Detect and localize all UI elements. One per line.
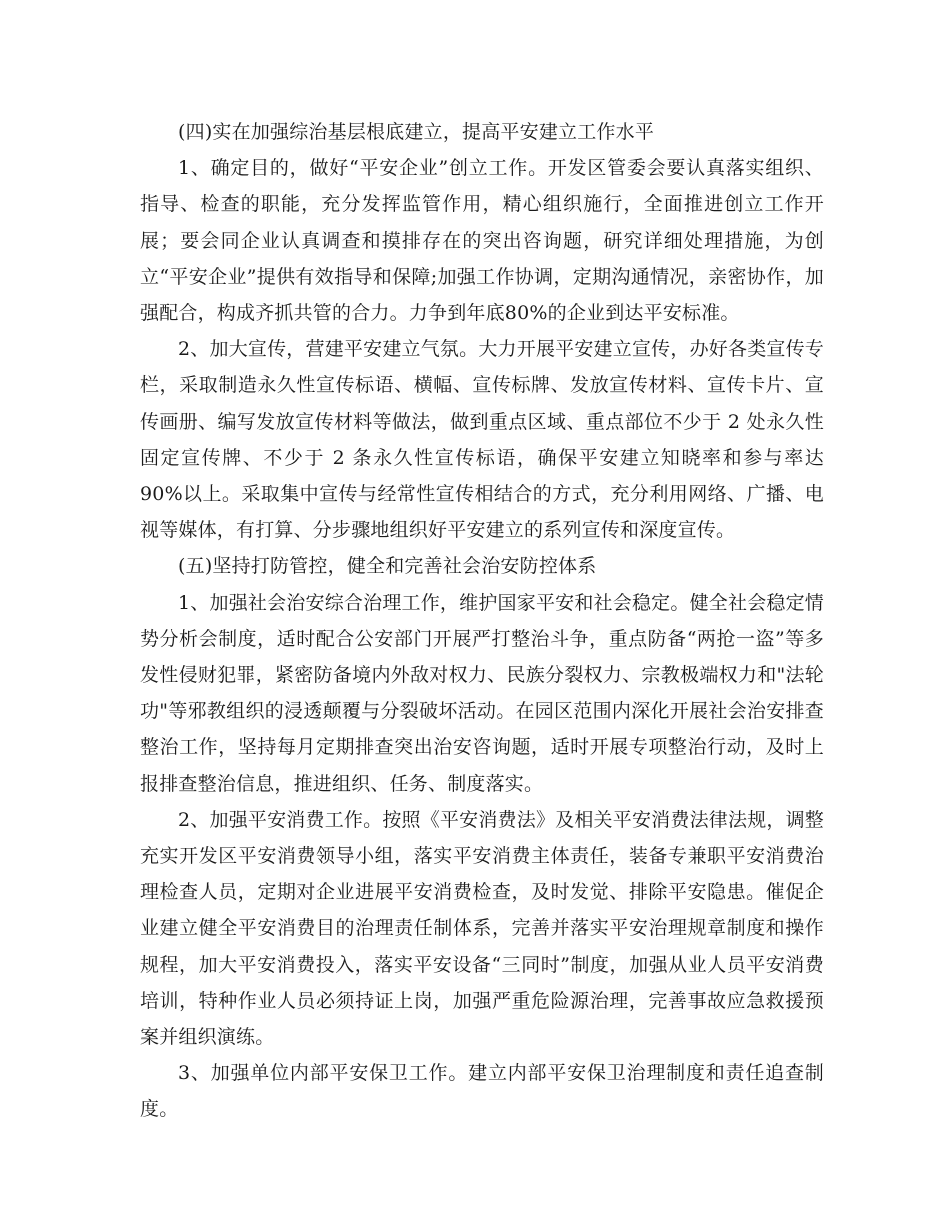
section-heading-4: (四)实在加强综治基层根底建立，提高平安建立工作水平 — [178, 121, 655, 143]
paragraph-publicity: 2、加大宣传，营建平安建立气氛。大力开展平安建立宣传，办好各类宣传专栏，采取制造永久性宣传标语、横幅、宣传标牌、发放宣传材料、宣传卡片、宣传画册、编写发放宣传材料等做法，做到重点区域、重点部位不少于 2 处永久性固定宣传牌、不少于 2 条永久性宣传标语，确保平安建立知晓率和参与率达 90%以上。采取集中宣传与经常性宣传相结合的方式，充分利用网络、广播、电视等媒体，有打算、分步骤地组织好平安建立的系列宣传和深度宣传。 — [140, 338, 824, 542]
document-body — [140, 114, 824, 1128]
paragraph-safe-enterprise: 1、确定目的，做好“平安企业”创立工作。开发区管委会要认真落实组织、指导、检查的职能，充分发挥监管作用，精心组织施行，全面推进创立工作开展；要会同企业认真调查和摸排存在的突出咨询题，研究详细处理措施，为创立“平安企业”提供有效指导和保障;加强工作协调，定期沟通情况，亲密协作，加强配合，构成齐抓共管的合力。力争到年底80%的企业到达平安标准。 — [140, 157, 824, 325]
paragraph-internal-security: 3、加强单位内部平安保卫工作。建立内部平安保卫治理制度和责任追查制度。 — [140, 1062, 824, 1121]
paragraph-safe-production: 2、加强平安消费工作。按照《平安消费法》及相关平安消费法律法规，调整充实开发区平安消费领导小组，落实平安消费主体责任，装备专兼职平安消费治理检查人员，定期对企业进展平安消费检查，及时发觉、排除平安隐患。催促企业建立健全平安消费目的治理责任制体系，完善并落实平安治理规章制度和操作规程，加大平安消费投入，落实平安设备“三同时”制度，加强从业人员平安消费培训，特种作业人员必须持证上岗，加强严重危险源治理，完善事故应急救援预案并组织演练。 — [140, 808, 824, 1049]
paragraph-public-security: 1、加强社会治安综合治理工作，维护国家平安和社会稳定。健全社会稳定情势分析会制度，适时配合公安部门开展严打整治斗争，重点防备“两抢一盗”等多发性侵财犯罪，紧密防备境内外敌对权力、民族分裂权力、宗教极端权力和"法轮功"等邪教组织的浸透颠覆与分裂破坏活动。在园区范围内深化开展社会治安排查整治工作，坚持每月定期排查突出治安咨询题，适时开展专项整治行动，及时上报排查整治信息，推进组织、任务、制度落实。 — [140, 591, 824, 795]
section-heading-5: (五)坚持打防管控，健全和完善社会治安防控体系 — [178, 555, 597, 578]
